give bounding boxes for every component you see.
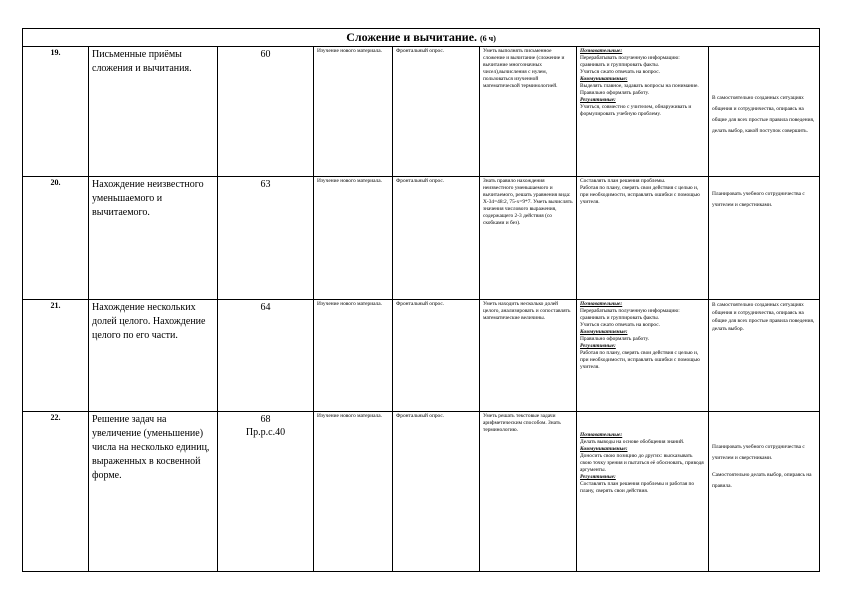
textbook-page: 63 [218, 177, 314, 300]
lesson-type: Изучение нового материала. [314, 47, 393, 177]
lesson-type: Изучение нового материала. [314, 177, 393, 300]
personal-line: В самостоятельно созданных ситуациях общения и сотрудничества, опираясь на общие для всех простые правила поведения, делать выбор, какой поступок совершить. [712, 95, 815, 134]
uud-line: Составлять план решения проблемы. [580, 178, 666, 184]
uud-heading: Регулятивные: [580, 474, 616, 480]
control-type: Фронтальный опрос. [393, 47, 480, 177]
control-type: Фронтальный опрос. [393, 177, 480, 300]
uud-line: Составлять план решения проблемы и работая по плану, сверять свои действия. [580, 481, 695, 494]
table-row [23, 412, 820, 572]
section-title-text: Сложение и вычитание. [346, 30, 478, 44]
uud-cell [577, 412, 709, 572]
lesson-topic: Нахождение нескольких долей целого. Нахождение целого по его части. [89, 300, 218, 412]
lesson-topic: Решение задач на увеличение (уменьшение) числа на несколько единиц, выраженных в косвенной форме. [89, 412, 218, 572]
page-number: 68 [260, 414, 271, 425]
textbook-page: 60 [218, 47, 314, 177]
table-row [23, 177, 820, 300]
personal-line: В самостоятельно созданных ситуациях общения и сотрудничества, опираясь на общие для всех простые правила поведения, делать выбор. [712, 302, 815, 332]
uud-line: Работая по плану, сверять свои действия с целью и, при необходимости, исправлять ошибки с помощью учителя. [580, 350, 700, 370]
uud-line: Перерабатывать полученную информацию: сравнивать и группировать факты. [580, 55, 680, 68]
uud-cell [577, 177, 709, 300]
lesson-type: Изучение нового материала. [314, 412, 393, 572]
uud-line: Делать выводы на основе обобщения знаний. [580, 439, 685, 445]
uud-line: Правильно оформлять работу. [580, 336, 649, 342]
lesson-type: Изучение нового материала. [314, 300, 393, 412]
expected-results: Уметь выполнять письменное сложение и вычитание (сложение и вычитание многозначных чисел),вычисления с нулем, пользоваться изученной математической терминологией. [480, 47, 577, 177]
uud-heading: Познавательные: [580, 432, 623, 438]
uud-line: Учиться сжато отвечать на вопрос. [580, 322, 661, 328]
uud-heading: Коммуникативные: [580, 329, 628, 335]
control-type: Фронтальный опрос. [393, 412, 480, 572]
section-title [23, 29, 820, 47]
personal-line: Самостоятельно делать выбор, опираясь на правила. [712, 472, 812, 489]
uud-heading: Коммуникативные: [580, 446, 628, 452]
expected-results: Уметь решать текстовые задачи арифметическим способом. Знать терминологию. [480, 412, 577, 572]
uud-line: Учиться сжато отвечать на вопрос. [580, 69, 661, 75]
lesson-plan-table [22, 28, 820, 572]
personal-line: Планировать учебного сотрудничества с учителем и сверстниками. [712, 444, 805, 461]
expected-results: Уметь находить несколько долей целого, анализировать и сопоставлять математические величины. [480, 300, 577, 412]
uud-line: Выделять главное, задавать вопросы на понимание. Правильно оформлять работу. [580, 83, 699, 96]
table-row [23, 300, 820, 412]
section-header-row [23, 29, 820, 47]
uud-line: Доносить свою позицию до других: высказывать свою точку зрения и пытаться её обосновать, приводя аргументы. [580, 453, 704, 473]
personal-results [709, 47, 820, 177]
lesson-number: 22. [23, 412, 89, 572]
textbook-page [218, 412, 314, 572]
lesson-number: 21. [23, 300, 89, 412]
lesson-number: 19. [23, 47, 89, 177]
expected-results: Знать правило нахождения неизвестного уменьшаемого и вычитаемого, решать уравнения вида: Х-34=48:2, 75-х=9*7. Уметь вычислять значения числового выражения, содержащего 2-3 действия (со скобками и без). [480, 177, 577, 300]
lesson-topic: Нахождение неизвестного уменьшаемого и вычитаемого. [89, 177, 218, 300]
uud-cell [577, 47, 709, 177]
uud-heading: Коммуникативные: [580, 76, 628, 82]
uud-heading: Регулятивные: [580, 97, 616, 103]
personal-results [709, 177, 820, 300]
uud-heading: Познавательные: [580, 301, 623, 307]
control-type: Фронтальный опрос. [393, 300, 480, 412]
uud-line: Учиться, совместно с учителем, обнаруживать и формулировать учебную проблему. [580, 104, 692, 117]
personal-results [709, 412, 820, 572]
uud-line: Работая по плану, сверять свои действия с целью и, при необходимости, исправлять ошибки с помощью учителя. [580, 185, 700, 205]
uud-heading: Регулятивные: [580, 343, 616, 349]
personal-line: Планировать учебного сотрудничества с учителем и сверстниками. [712, 191, 805, 208]
uud-line: Перерабатывать полученную информацию: сравнивать и группировать факты. [580, 308, 680, 321]
table-row [23, 47, 820, 177]
practice-reference: Пр.р.с.40 [245, 427, 286, 438]
personal-results [709, 300, 820, 412]
section-hours: (6 ч) [480, 34, 496, 43]
textbook-page: 64 [218, 300, 314, 412]
uud-cell [577, 300, 709, 412]
lesson-topic: Письменные приёмы сложения и вычитания. [89, 47, 218, 177]
uud-heading: Познавательные: [580, 48, 623, 54]
lesson-number: 20. [23, 177, 89, 300]
